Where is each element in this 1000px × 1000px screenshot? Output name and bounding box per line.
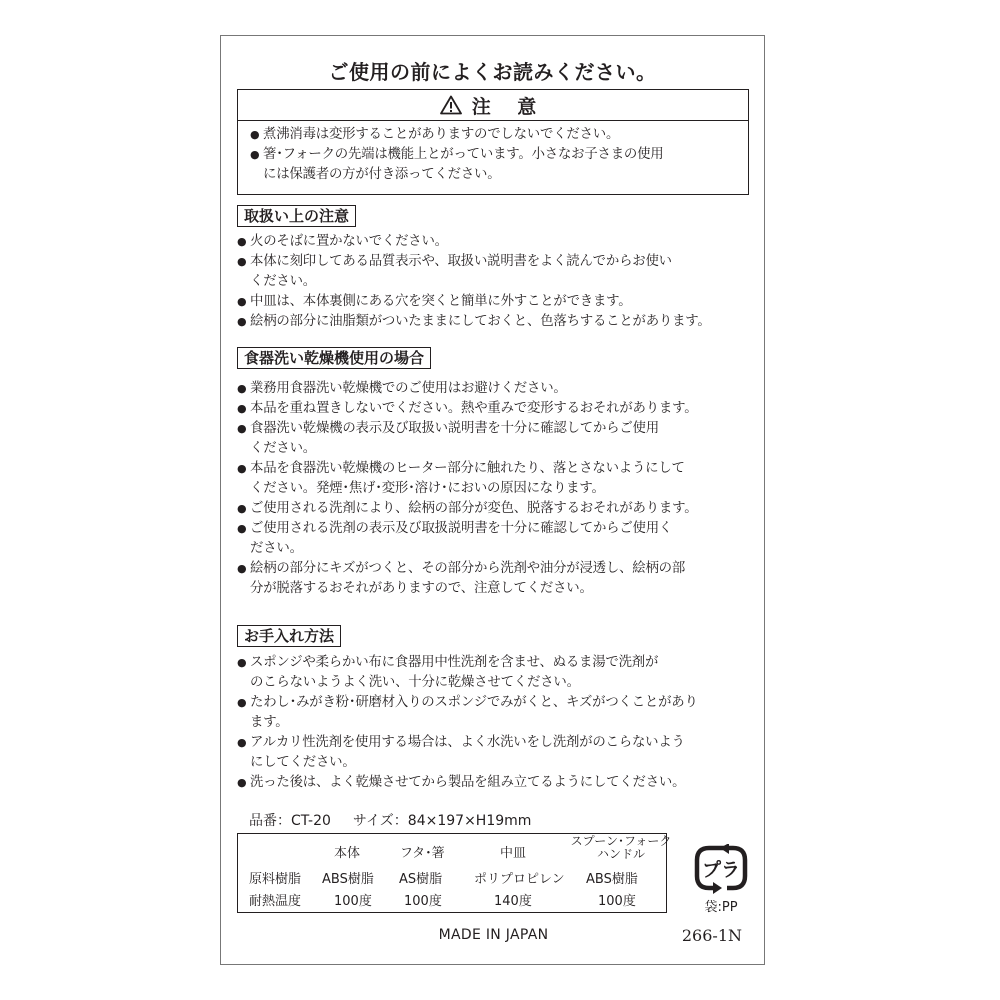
product-size: サイズ：84×197×H19mm <box>352 813 532 829</box>
made-in-label: MADE IN JAPAN <box>438 927 549 943</box>
list-item: ● 本品を重ね置きしないでください。熱や重みで変形するおそれがあります。 <box>237 399 752 419</box>
caution-header <box>238 90 748 121</box>
table-cell: AS樹脂 <box>399 872 443 887</box>
list-item: ● 本品を食器洗い乾燥機のヒーター部分に触れたり、落とさないようにして ください。発煙･焦げ･変形･溶け･においの原因になります。 <box>237 459 752 499</box>
list-item: ● 食器洗い乾燥機の表示及び取扱い説明書を十分に確認してからご使用 ください。 <box>237 419 752 459</box>
table-row-label: 耐熱温度 <box>249 894 302 909</box>
product-code: 266-1N <box>681 926 742 945</box>
instruction-card <box>220 35 765 965</box>
table-cell: 100度 <box>598 894 636 909</box>
list-item: ● スポンジや柔らかい布に食器用中性洗剤を含ませ、ぬるま湯で洗剤が のこらないようよく洗い、十分に乾燥させてください。 <box>237 653 752 693</box>
list-item: ● アルカリ性洗剤を使用する場合は、よく水洗いをし洗剤がのこらないよう にしてください。 <box>237 733 752 773</box>
caution-list <box>238 121 748 185</box>
section-title-handling: 取扱い上の注意 <box>237 205 356 227</box>
handling-list <box>237 232 752 332</box>
table-cell: 100度 <box>334 894 372 909</box>
table-header: フタ･箸 <box>400 846 445 861</box>
table-cell: ABS樹脂 <box>586 872 638 887</box>
table-cell: ポリプロピレン <box>474 872 565 887</box>
list-item: ● たわし･みがき粉･研磨材入りのスポンジでみがくと、キズがつくことがあり ます。 <box>237 693 752 733</box>
table-cell: 140度 <box>494 894 532 909</box>
caution-title: 注 意 <box>471 95 547 118</box>
table-row-label: 原料樹脂 <box>249 872 302 887</box>
section-title-dishwasher: 食器洗い乾燥機使用の場合 <box>237 347 431 369</box>
list-item: ● 業務用食器洗い乾燥機でのご使用はお避けください。 <box>237 379 752 399</box>
recycle-mark <box>693 844 749 916</box>
care-list <box>237 653 752 793</box>
table-header: スプーン･フォーク <box>570 834 672 848</box>
list-item: ● 絵柄の部分にキズがつくと、その部分から洗剤や油分が浸透し、絵柄の部 分が脱落するおそれがありますので、注意してください。 <box>237 559 752 599</box>
list-item: ● 絵柄の部分に油脂類がついたままにしておくと、色落ちすることがあります。 <box>237 312 752 332</box>
table-cell: 100度 <box>404 894 442 909</box>
model-number: 品番：CT-20 <box>249 813 331 829</box>
page-title: ご使用の前によくお読みください。 <box>328 60 657 84</box>
table-header: 本体 <box>334 846 361 861</box>
bag-material: 袋:PP <box>704 900 738 915</box>
recycle-pla-icon <box>693 844 749 894</box>
materials-table <box>237 833 672 913</box>
table-header: 中皿 <box>500 846 527 861</box>
list-item: ● ご使用される洗剤により、絵柄の部分が変色、脱落するおそれがあります。 <box>237 499 752 519</box>
warning-icon <box>440 95 462 115</box>
list-item: ● 煮沸消毒は変形することがありますのでしないでください。 <box>250 125 748 145</box>
table-header: ハンドル <box>596 847 645 861</box>
list-item: ● 本体に刻印してある品質表示や、取扱い説明書をよく読んでからお使い ください。 <box>237 252 752 292</box>
list-item: ● ご使用される洗剤の表示及び取扱説明書を十分に確認してからご使用く ださい。 <box>237 519 752 559</box>
section-title-care: お手入れ方法 <box>237 625 341 647</box>
list-item: ● 中皿は、本体裏側にある穴を突くと簡単に外すことができます。 <box>237 292 752 312</box>
caution-box <box>237 89 749 195</box>
list-item: ● 洗った後は、よく乾燥させてから製品を組み立てるようにしてください。 <box>237 773 752 793</box>
list-item: ● 火のそばに置かないでください。 <box>237 232 752 252</box>
list-item: ● 箸･フォークの先端は機能上とがっています。小さなお子さまの使用 には保護者の方が付き添ってください。 <box>250 145 748 185</box>
table-cell: ABS樹脂 <box>322 872 374 887</box>
dishwasher-list <box>237 379 752 599</box>
recycle-label: プラ <box>701 859 741 881</box>
product-spec <box>249 810 531 830</box>
